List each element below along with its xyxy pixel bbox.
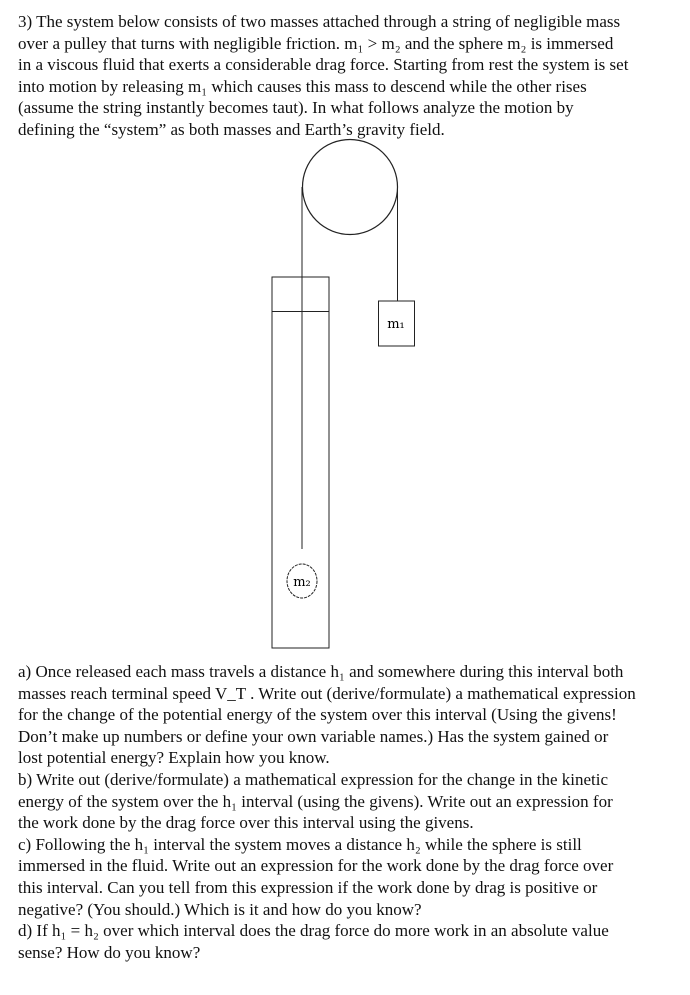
text-line: in a viscous fluid that exerts a considerable drag force. Starting from rest the system is set (18, 55, 629, 75)
text-line: into motion by releasing m₁ which causes this mass to descend while the other rises (18, 76, 587, 96)
question-parts (18, 661, 636, 963)
text-line: the work done by the drag force over this interval using the givens. (18, 813, 474, 833)
text-line: this interval. Can you tell from this expression if the work done by drag is positive or (18, 877, 598, 897)
text-line: energy of the system over the h₁ interval (using the givens). Write out an expression for (18, 791, 613, 811)
m1-label: m₁ (387, 317, 405, 332)
text-line: d) If h₁ = h₂ over which interval does the drag force do more work in an absolute value (18, 921, 609, 941)
text-line: immersed in the fluid. Write out an expression for the work done by the drag force over (18, 856, 614, 876)
text-line: Don’t make up numbers or define your own variable names.) Has the system gained or (18, 726, 609, 746)
text-line: a) Once released each mass travels a distance h₁ and somewhere during this interval both (18, 662, 624, 681)
text-line: b) Write out (derive/formulate) a mathematical expression for the change in the kinetic (18, 769, 608, 789)
text-line: (assume the string instantly becomes taut). In what follows analyze the motion by (18, 98, 574, 118)
text-line: 3) The system below consists of two masses attached through a string of negligible mass (18, 12, 621, 31)
text-line: defining the “system” as both masses and Earth’s gravity field. (18, 119, 445, 139)
text-line: for the change of the potential energy of the system over this interval (Using the givens! (18, 705, 617, 725)
m2-label: m₂ (293, 575, 311, 590)
text-line: sense? How do you know? (18, 942, 201, 962)
text-line: negative? (You should.) Which is it and how do you know? (18, 899, 422, 919)
pulley (303, 140, 398, 235)
text-line: c) Following the h₁ interval the system moves a distance h₂ while the sphere is still (18, 834, 582, 854)
text-line: over a pulley that turns with negligible friction. m₁ > m₂ and the sphere m₂ is immersed (18, 33, 614, 53)
text-line: masses reach terminal speed V_T . Write out (derive/formulate) a mathematical expression (18, 683, 636, 703)
text-line: lost potential energy? Explain how you know. (18, 748, 330, 768)
